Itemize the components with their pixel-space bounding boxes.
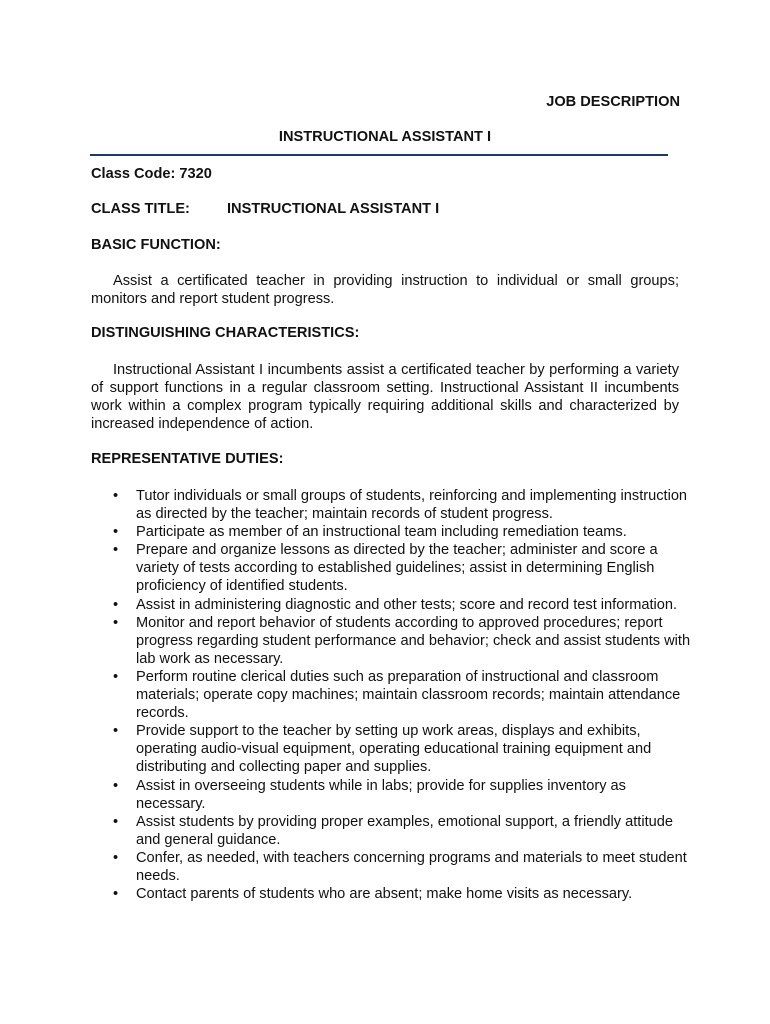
list-item [91, 487, 691, 523]
list-item [91, 541, 691, 595]
duty-text: Participate as member of an instructional team including remediation teams. [136, 524, 627, 541]
duty-text: Perform routine clerical duties such as preparation of instructional and classroom materials; operate copy machines; maintain classroom records; maintain attendance records. [136, 668, 681, 722]
bullet-icon: • [113, 524, 119, 541]
bullet-icon: • [113, 596, 119, 613]
list-item [91, 614, 691, 668]
distinguishing-text: Instructional Assistant I incumbents assist a certificated teacher by performing a variety of support functions in a regular classroom setting. Instructional Assistant II incumbents work within a complex program typically requiring additional skills and characterized by increased independence of action. [91, 362, 679, 432]
representative-duties-heading: REPRESENTATIVE DUTIES: [91, 451, 284, 467]
basic-function-text: Assist a certificated teacher in providing instruction to individual or small groups; monitors and report student progress. [91, 273, 679, 307]
bullet-icon: • [113, 849, 119, 866]
duty-text: Prepare and organize lessons as directed by the teacher; administer and score a variety of tests according to established guidelines; assist in determining English proficiency of identified students. [136, 542, 658, 595]
bullet-icon: • [113, 614, 119, 631]
title-divider [90, 154, 668, 156]
duty-text: Assist students by providing proper examples, emotional support, a friendly attitude and general guidance. [136, 813, 674, 848]
class-title-value: INSTRUCTIONAL ASSISTANT I [227, 201, 440, 217]
duty-text: Contact parents of students who are absent; make home visits as necessary. [136, 886, 633, 903]
duty-text: Confer, as needed, with teachers concerning programs and materials to meet student needs. [136, 849, 687, 884]
duty-text: Assist in overseeing students while in labs; provide for supplies inventory as necessary. [136, 777, 626, 812]
list-item [91, 777, 691, 813]
list-item [91, 849, 691, 885]
document-type-label: JOB DESCRIPTION [546, 94, 680, 110]
list-item [91, 668, 691, 722]
document-title: INSTRUCTIONAL ASSISTANT I [278, 129, 492, 145]
duty-text: Provide support to the teacher by setting up work areas, displays and exhibits, operating audio-visual equipment, operating educational training equipment and distributing and collecting paper and supplies. [136, 723, 652, 776]
duties-list [91, 487, 691, 903]
duty-text: Tutor individuals or small groups of students, reinforcing and implementing instruction as directed by the teacher; maintain records of student progress. [136, 488, 688, 523]
class-title-label: CLASS TITLE: [91, 201, 190, 217]
class-code-line [91, 166, 212, 182]
bullet-icon: • [113, 668, 119, 685]
class-code-label: Class Code: [91, 166, 176, 182]
distinguishing-heading: DISTINGUISHING CHARACTERISTICS: [91, 325, 360, 341]
duty-text: Assist in administering diagnostic and other tests; score and record test information. [136, 596, 678, 613]
basic-function-heading: BASIC FUNCTION: [91, 237, 221, 253]
bullet-icon: • [113, 542, 119, 559]
duty-text: Monitor and report behavior of students according to approved procedures; report progress regarding student performance and behavior; check and assist students with lab work as necessary. [136, 614, 691, 667]
bullet-icon: • [113, 813, 119, 830]
bullet-icon: • [113, 886, 119, 903]
list-item [91, 813, 691, 849]
bullet-icon: • [113, 723, 119, 740]
list-item [91, 722, 691, 776]
list-item [91, 885, 691, 903]
list-item [91, 596, 691, 614]
bullet-icon: • [113, 777, 119, 794]
class-code-value: 7320 [179, 166, 212, 182]
bullet-icon: • [113, 488, 119, 504]
list-item [91, 523, 691, 541]
